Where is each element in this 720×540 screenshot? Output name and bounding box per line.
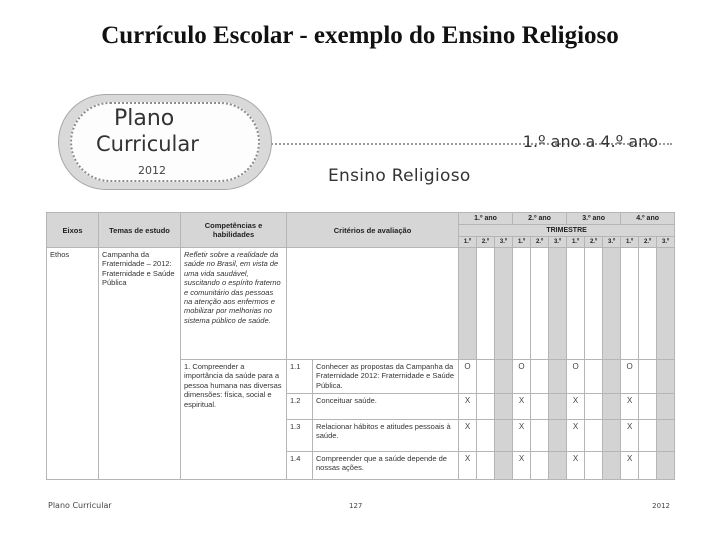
quarter-header: 2.º bbox=[585, 237, 603, 248]
criterio-number: 1.4 bbox=[287, 452, 313, 480]
mark-cell: X bbox=[621, 420, 639, 452]
trimester-cell bbox=[639, 452, 657, 480]
criterio-text: Compreender que a saúde depende de nossas ações. bbox=[313, 452, 459, 480]
badge-title-line1: Plano bbox=[114, 106, 175, 131]
trimester-cell bbox=[585, 248, 603, 360]
trimester-cell bbox=[531, 452, 549, 480]
footer-doc-name: Plano Curricular bbox=[48, 501, 112, 510]
quarter-header: 3.º bbox=[657, 237, 675, 248]
trimester-cell bbox=[477, 248, 495, 360]
col-header-competencias: Competências e habilidades bbox=[181, 213, 287, 248]
trimester-cell bbox=[495, 360, 513, 394]
trimester-cell bbox=[495, 394, 513, 420]
trimester-cell bbox=[549, 420, 567, 452]
quarter-header: 2.º bbox=[639, 237, 657, 248]
quarter-header: 2.º bbox=[477, 237, 495, 248]
trimester-cell bbox=[657, 452, 675, 480]
trimester-cell bbox=[531, 248, 549, 360]
criterio-text: Relacionar hábitos e atitudes pessoais à saúde. bbox=[313, 420, 459, 452]
trimester-cell bbox=[639, 248, 657, 360]
mark-cell: X bbox=[567, 452, 585, 480]
trimester-cell bbox=[657, 360, 675, 394]
year-header: 4.º ano bbox=[621, 213, 675, 225]
trimester-cell bbox=[639, 360, 657, 394]
mark-cell: O bbox=[459, 360, 477, 394]
year-header: 3.º ano bbox=[567, 213, 621, 225]
subject-title: Ensino Religioso bbox=[328, 166, 471, 186]
quarter-header: 3.º bbox=[603, 237, 621, 248]
trimester-cell bbox=[531, 394, 549, 420]
trimester-cell bbox=[513, 248, 531, 360]
trimestre-header: TRIMESTRE bbox=[459, 225, 675, 237]
trimester-cell bbox=[495, 248, 513, 360]
trimester-cell bbox=[657, 394, 675, 420]
mark-cell: O bbox=[567, 360, 585, 394]
criterio-number: 1.1 bbox=[287, 360, 313, 394]
trimester-cell bbox=[585, 452, 603, 480]
trimester-cell bbox=[459, 248, 477, 360]
trimester-cell bbox=[603, 394, 621, 420]
mark-cell: X bbox=[621, 394, 639, 420]
mark-cell: O bbox=[513, 360, 531, 394]
criterio-number: 1.3 bbox=[287, 420, 313, 452]
mark-cell: X bbox=[459, 452, 477, 480]
col-header-temas: Temas de estudo bbox=[99, 213, 181, 248]
trimester-cell bbox=[603, 248, 621, 360]
mark-cell: X bbox=[459, 420, 477, 452]
trimester-cell bbox=[639, 394, 657, 420]
mark-cell: X bbox=[513, 452, 531, 480]
trimester-cell bbox=[549, 248, 567, 360]
footer-year: 2012 bbox=[652, 502, 670, 510]
trimester-cell bbox=[603, 360, 621, 394]
trimester-cell bbox=[495, 452, 513, 480]
footer-page-number: 127 bbox=[349, 502, 363, 510]
tema-cell: Campanha da Fraternidade – 2012: Fraternidade e Saúde Pública bbox=[99, 248, 181, 480]
year-header: 1.º ano bbox=[459, 213, 513, 225]
trimester-cell bbox=[477, 360, 495, 394]
grade-range: 1.º ano a 4.º ano bbox=[522, 132, 658, 151]
col-header-eixos: Eixos bbox=[47, 213, 99, 248]
table-row bbox=[47, 248, 675, 360]
mark-cell: X bbox=[513, 420, 531, 452]
quarter-header: 2.º bbox=[531, 237, 549, 248]
badge-title-line2: Curricular bbox=[96, 132, 199, 156]
mark-cell: X bbox=[567, 420, 585, 452]
trimester-cell bbox=[477, 394, 495, 420]
trimester-cell bbox=[549, 394, 567, 420]
trimester-cell bbox=[603, 420, 621, 452]
badge-year: 2012 bbox=[138, 164, 166, 177]
header-row-years bbox=[47, 213, 675, 225]
competencia-cell: 1. Compreender a importância da saúde para a pessoa humana nas diversas dimensões: física, social e espiritual. bbox=[181, 360, 287, 480]
trimester-cell bbox=[621, 248, 639, 360]
trimester-cell bbox=[585, 420, 603, 452]
quarter-header: 1.º bbox=[459, 237, 477, 248]
curriculum-document bbox=[46, 88, 672, 512]
quarter-header: 3.º bbox=[549, 237, 567, 248]
quarter-header: 3.º bbox=[495, 237, 513, 248]
curriculum-table bbox=[46, 212, 675, 480]
mark-cell: X bbox=[567, 394, 585, 420]
trimester-cell bbox=[495, 420, 513, 452]
empty-criterio-cell bbox=[287, 248, 459, 360]
trimester-cell bbox=[567, 248, 585, 360]
slide-title: Currículo Escolar - exemplo do Ensino Religioso bbox=[101, 22, 619, 49]
trimester-cell bbox=[585, 394, 603, 420]
trimester-cell bbox=[585, 360, 603, 394]
mark-cell: O bbox=[621, 360, 639, 394]
col-header-criterios: Critérios de avaliação bbox=[287, 213, 459, 248]
quarter-header: 1.º bbox=[513, 237, 531, 248]
trimester-cell bbox=[531, 360, 549, 394]
mark-cell: X bbox=[621, 452, 639, 480]
trimester-cell bbox=[603, 452, 621, 480]
eixo-cell: Ethos bbox=[47, 248, 99, 480]
criterio-number: 1.2 bbox=[287, 394, 313, 420]
trimester-cell bbox=[639, 420, 657, 452]
trimester-cell bbox=[477, 452, 495, 480]
trimester-cell bbox=[549, 452, 567, 480]
trimester-cell bbox=[657, 248, 675, 360]
trimester-cell bbox=[657, 420, 675, 452]
year-header: 2.º ano bbox=[513, 213, 567, 225]
intro-competencia-cell: Refletir sobre a realidade da saúde no Brasil, em vista de uma vida saudável, suscitando o espírito fraterno e comunitário das pessoas na atenção aos enfermos e mobilizar por melhorias no sistema público de saúde. bbox=[181, 248, 287, 360]
trimester-cell bbox=[549, 360, 567, 394]
criterio-text: Conceituar saúde. bbox=[313, 394, 459, 420]
mark-cell: X bbox=[459, 394, 477, 420]
mark-cell: X bbox=[513, 394, 531, 420]
quarter-header: 1.º bbox=[567, 237, 585, 248]
trimester-cell bbox=[477, 420, 495, 452]
criterio-text: Conhecer as propostas da Campanha da Fraternidade 2012: Fraternidade e Saúde Pública. bbox=[313, 360, 459, 394]
quarter-header: 1.º bbox=[621, 237, 639, 248]
trimester-cell bbox=[531, 420, 549, 452]
